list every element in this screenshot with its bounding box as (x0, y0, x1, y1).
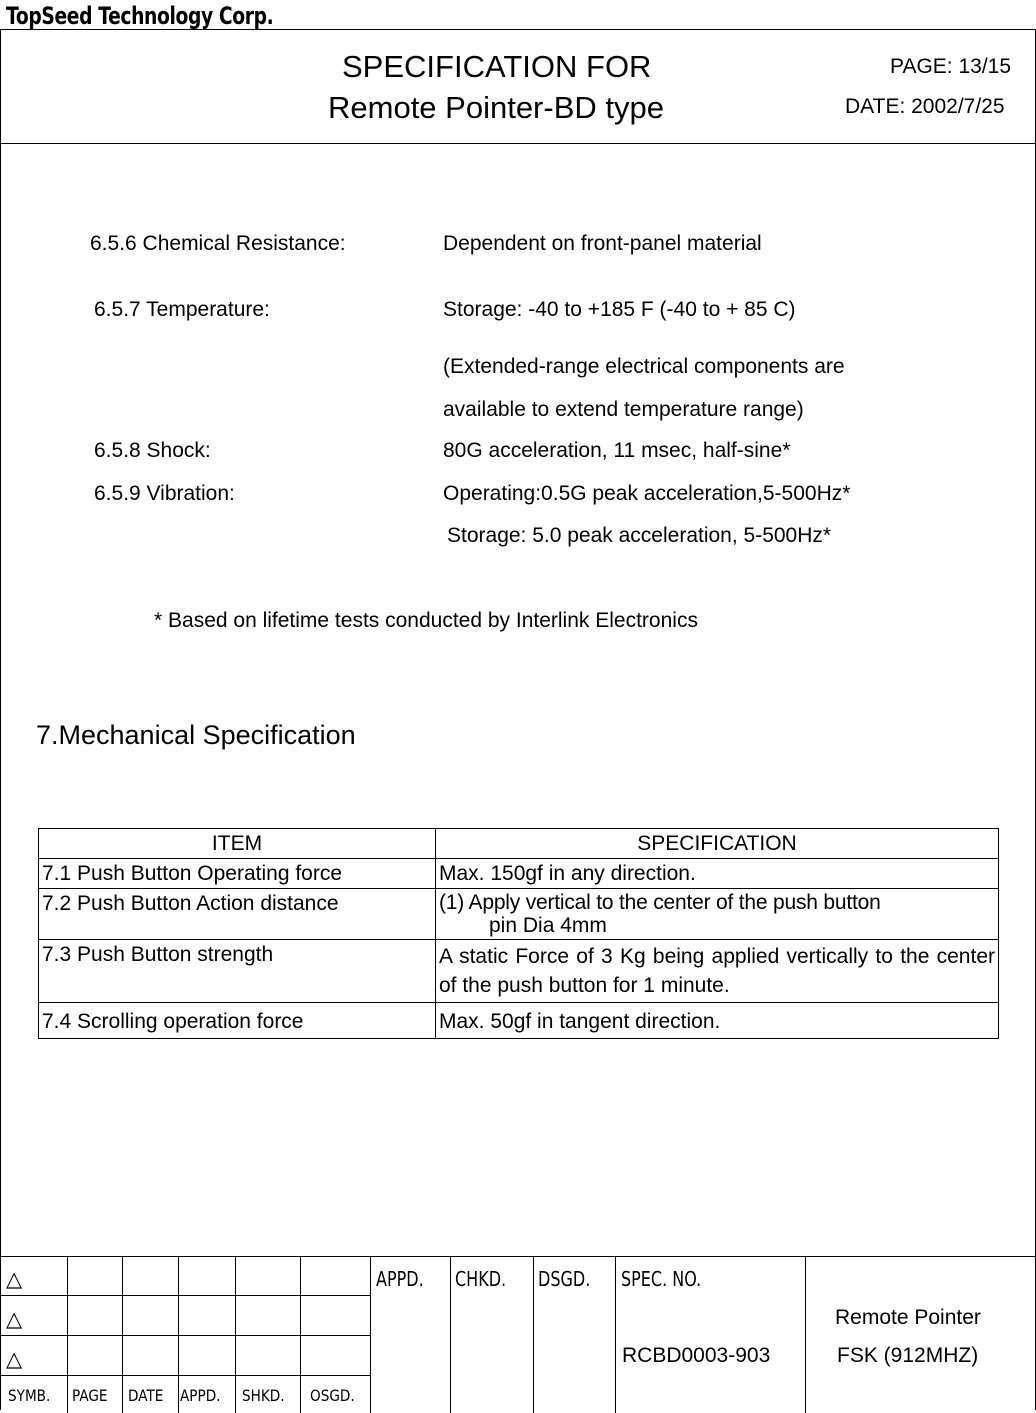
temperature-label: 6.5.7 Temperature: (94, 298, 270, 321)
column-header-specification: SPECIFICATION (436, 829, 999, 859)
grid-line (235, 1257, 236, 1413)
revision-symbol-1: △ (6, 1268, 23, 1291)
spec-title-line1: SPECIFICATION FOR (342, 49, 652, 84)
grid-line (122, 1257, 123, 1413)
vibration-operating-value: Operating:0.5G peak acceleration,5-500Hz* (443, 482, 851, 505)
shock-label: 6.5.8 Shock: (94, 439, 211, 462)
revision-row-line (0, 1335, 370, 1336)
vibration-storage-value: Storage: 5.0 peak acceleration, 5-500Hz* (447, 524, 832, 547)
chemical-resistance-value: Dependent on front-panel material (443, 232, 762, 255)
mechanical-spec-table (38, 828, 999, 1039)
shock-value: 80G acceleration, 11 msec, half-sine* (443, 439, 791, 462)
temperature-note-line2: available to extend temperature range) (443, 398, 804, 421)
table-row (39, 859, 999, 889)
revision-row-line (0, 1295, 370, 1296)
spec-cell: Max. 150gf in any direction. (436, 859, 999, 889)
table-row (39, 940, 999, 1003)
table-header-row (39, 829, 999, 859)
table-row (39, 889, 999, 940)
item-cell: 7.3 Push Button strength (39, 940, 436, 1003)
shkd-column-label: SHKD. (242, 1386, 285, 1405)
temperature-value: Storage: -40 to +185 F (-40 to + 85 C) (443, 298, 796, 321)
item-cell: 7.2 Push Button Action distance (39, 889, 436, 940)
symb-column-label: SYMB. (8, 1386, 51, 1405)
grid-line (67, 1257, 68, 1413)
spec-cell-line1: (1) Apply vertical to the center of the push button (439, 891, 881, 914)
designed-label: DSGD. (538, 1267, 591, 1291)
spec-cell (436, 889, 999, 940)
temperature-note-line1: (Extended-range electrical components are (443, 355, 845, 378)
osgd-column-label: OSGD. (310, 1386, 355, 1405)
column-header-item: ITEM (39, 829, 436, 859)
grid-line (450, 1257, 451, 1413)
spec-title-line2: Remote Pointer-BD type (328, 90, 664, 125)
product-name-line1: Remote Pointer (835, 1306, 981, 1329)
spec-cell: Max. 50gf in tangent direction. (436, 1003, 999, 1039)
revision-row-line (0, 1375, 370, 1376)
footnote: * Based on lifetime tests conducted by Interlink Electronics (154, 609, 698, 632)
appd-column-label: APPD. (180, 1386, 221, 1405)
spec-number: RCBD0003-903 (622, 1344, 771, 1367)
page-column-label: PAGE (72, 1386, 108, 1405)
vibration-label: 6.5.9 Vibration: (94, 482, 235, 505)
grid-line (178, 1257, 179, 1413)
grid-line (300, 1257, 301, 1413)
header-separator (0, 143, 1036, 144)
grid-line (805, 1257, 806, 1413)
revision-symbol-2: △ (6, 1308, 23, 1331)
spec-cell-line2: pin Dia 4mm (489, 914, 607, 937)
revision-symbol-3: △ (6, 1348, 23, 1371)
checked-label: CHKD. (455, 1267, 507, 1291)
page-number: PAGE: 13/15 (890, 55, 1012, 78)
spec-number-label: SPEC. NO. (621, 1267, 702, 1291)
mechanical-spec-heading: 7.Mechanical Specification (36, 720, 356, 750)
spec-cell: A static Force of 3 Kg being applied vertically to the center of the push button for 1 minute. (436, 940, 999, 1003)
grid-line (533, 1257, 534, 1413)
revision-block (0, 1256, 1036, 1413)
date-column-label: DATE (128, 1386, 164, 1405)
product-name-line2: FSK (912MHZ) (837, 1344, 979, 1367)
item-cell: 7.1 Push Button Operating force (39, 859, 436, 889)
document-date: DATE: 2002/7/25 (845, 95, 1005, 118)
grid-line (615, 1257, 616, 1413)
grid-line (370, 1257, 371, 1413)
company-name: TopSeed Technology Corp. (6, 2, 274, 30)
item-cell: 7.4 Scrolling operation force (39, 1003, 436, 1039)
table-row (39, 1003, 999, 1039)
approved-label: APPD. (376, 1267, 424, 1291)
chemical-resistance-label: 6.5.6 Chemical Resistance: (90, 232, 346, 255)
